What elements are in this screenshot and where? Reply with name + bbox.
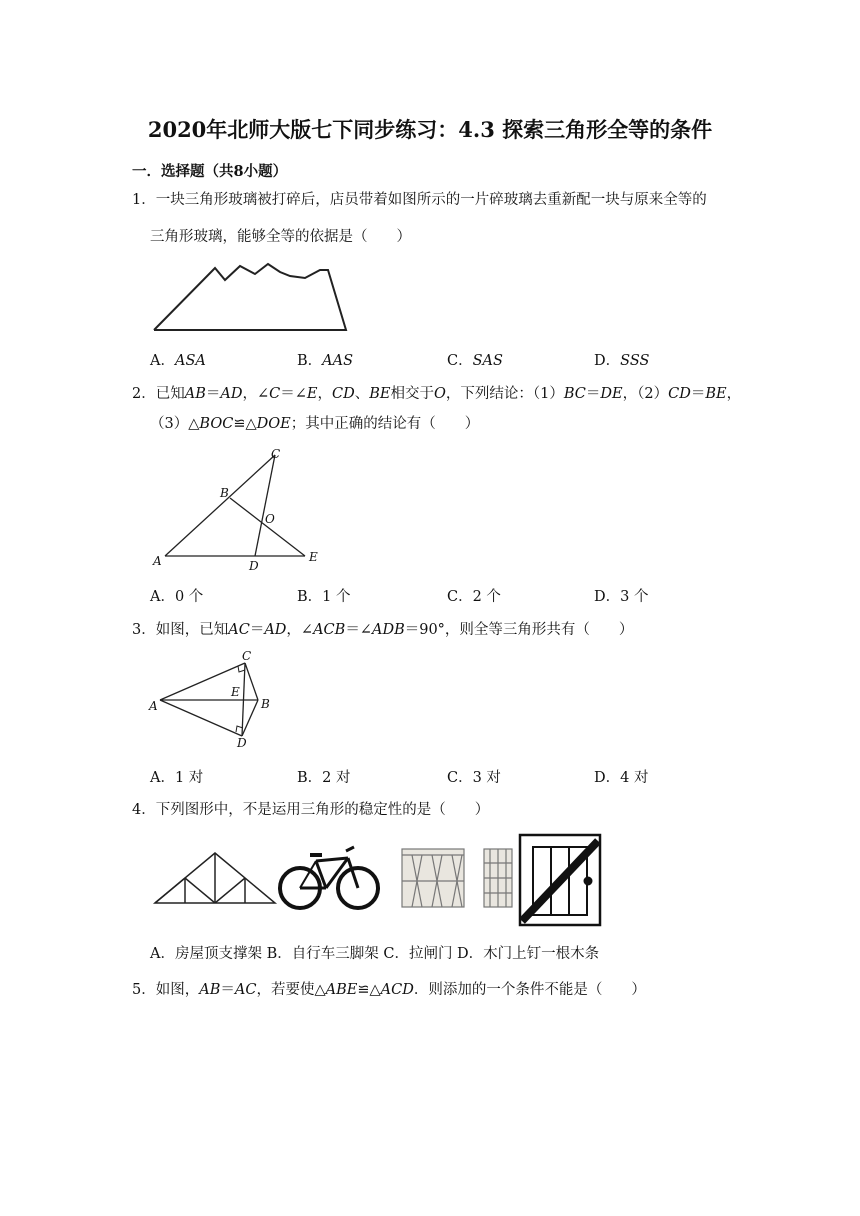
q2-option-c: C．2 个 [447, 589, 501, 605]
label-o: O [265, 512, 275, 526]
label-d: D [237, 736, 247, 750]
q3-option-a: A．1 对 [150, 770, 204, 786]
q1-option-b: B．AAS [297, 353, 354, 369]
q1-option-d: D．SSS [594, 353, 650, 369]
q1-option-a: A．ASA [150, 353, 206, 369]
label-e: E [309, 550, 318, 564]
q2-option-d: D．3 个 [594, 589, 649, 605]
label-b: B [220, 486, 229, 500]
q2-option-b: B．1 个 [297, 589, 351, 605]
question-1-line-1: 1．一块三角形玻璃被打碎后，店员带着如图所示的一片碎玻璃去重新配一块与原来全等的 [132, 192, 707, 208]
label-d: D [249, 559, 259, 573]
label-c: C [242, 649, 252, 663]
question-4-line-1: 4．下列图形中，不是运用三角形的稳定性的是（ ） [132, 802, 490, 818]
label-a: A [153, 554, 162, 568]
q2-option-a: A．0 个 [150, 589, 204, 605]
question-2-line-1: 2．已知AB＝AD，∠C＝∠E，CD、BE相交于O，下列结论：（1）BC＝DE，（2）CD＝BE， [132, 386, 742, 402]
question-5-line-1: 5．如图，AB＝AC，若要使△ABE≌△ACD．则添加的一个条件不能是（ ） [132, 982, 646, 998]
q1-option-c: C．SAS [447, 353, 503, 369]
section-heading: 一．选择题（共8小题） [132, 163, 288, 180]
triangle-figure-q3 [145, 648, 280, 753]
question-3-line-1: 3．如图，已知AC＝AD，∠ACB＝∠ADB＝90°，则全等三角形共有（ ） [132, 622, 634, 638]
label-b: B [261, 697, 270, 711]
q3-option-b: B．2 对 [297, 770, 351, 786]
question-1-line-2: 三角形玻璃，能够全等的依据是（ ） [150, 229, 411, 245]
wooden-door-figure [520, 835, 600, 925]
broken-glass-figure [150, 258, 355, 336]
label-a: A [149, 699, 158, 713]
question-2-line-2: （3）△BOC≌△DOE；其中正确的结论有（ ） [150, 416, 480, 432]
folding-gate-figure [402, 849, 512, 907]
question-4-options: A．房屋顶支撑架 B．自行车三脚架 C．拉闸门 D．木门上钉一根木条 [150, 946, 600, 962]
label-c: C [271, 447, 281, 461]
q4-figures [150, 833, 610, 933]
roof-truss-figure [155, 853, 275, 903]
q3-option-c: C．3 对 [447, 770, 501, 786]
triangle-figure-q2 [145, 443, 335, 573]
label-e: E [231, 685, 240, 699]
page-title: 2020年北师大版七下同步练习：4.3 探索三角形全等的条件 [147, 117, 713, 142]
bicycle-figure [280, 847, 378, 908]
q3-option-d: D．4 对 [594, 770, 649, 786]
